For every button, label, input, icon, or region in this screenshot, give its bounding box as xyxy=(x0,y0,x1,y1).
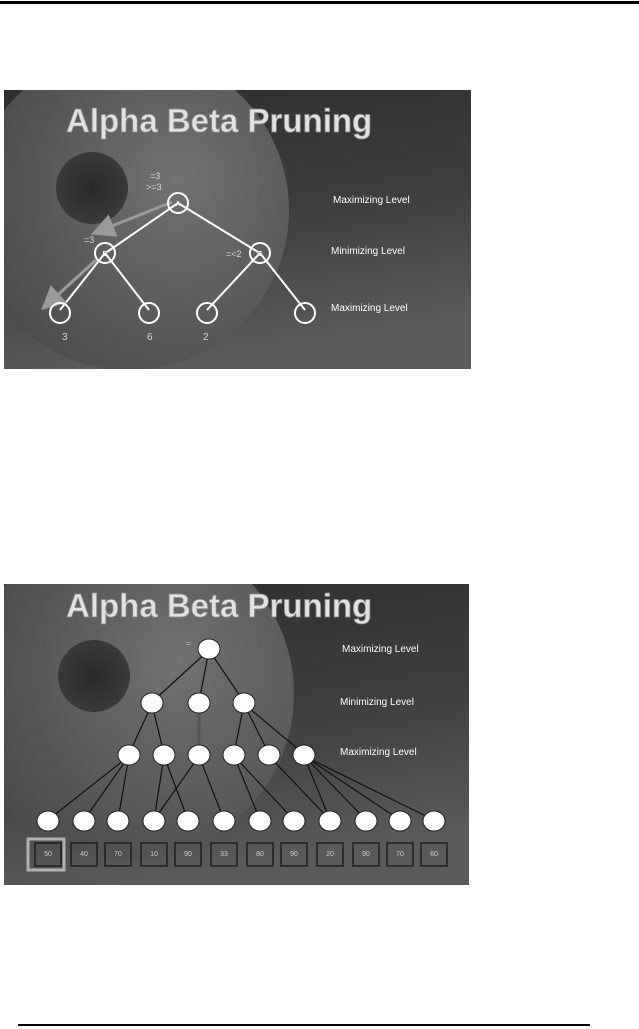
leaf-node xyxy=(423,811,445,831)
leaf-value: 80 xyxy=(256,851,264,858)
node-b-label: B xyxy=(102,251,108,258)
leaf-node xyxy=(319,811,341,831)
level-label-max: Maximizing Level xyxy=(333,195,410,206)
annotation-a-1: =3 xyxy=(150,171,161,181)
max-node xyxy=(293,745,315,765)
leaf-value: 3 xyxy=(62,332,68,343)
min-node xyxy=(188,693,210,713)
level-label-max: Maximizing Level xyxy=(342,644,419,655)
max-node xyxy=(223,745,245,765)
leaf-node xyxy=(107,811,129,831)
leaf-node xyxy=(143,811,165,831)
root-mark: = xyxy=(186,639,191,648)
slide-alpha-beta-2 xyxy=(4,584,469,885)
page-bottom-rule xyxy=(18,1024,590,1026)
slide1-canvas xyxy=(4,90,471,369)
leaf-value: 6 xyxy=(147,332,153,343)
slide2-title: Alpha Beta Pruning xyxy=(66,587,373,624)
leaf-value: 50 xyxy=(44,851,52,858)
level-label-min: Minimizing Level xyxy=(340,697,414,708)
min-node xyxy=(141,693,163,713)
annotation-a-2: >=3 xyxy=(146,182,162,192)
level-label-max: Maximizing Level xyxy=(331,303,408,314)
slide2-canvas xyxy=(4,584,469,885)
slide-alpha-beta-1 xyxy=(4,90,471,369)
max-node xyxy=(258,745,280,765)
leaf-value: 10 xyxy=(150,851,158,858)
leaf-node xyxy=(249,811,271,831)
leaf-node xyxy=(73,811,95,831)
leaf-value: 70 xyxy=(114,851,122,858)
node-a-label: A xyxy=(175,201,181,208)
min-node xyxy=(233,693,255,713)
leaf-node xyxy=(389,811,411,831)
leaf-node xyxy=(355,811,377,831)
leaf-node xyxy=(37,811,59,831)
decor-hole xyxy=(58,640,130,712)
max-node xyxy=(153,745,175,765)
leaf-value: 20 xyxy=(326,851,334,858)
leaf-value: 90 xyxy=(362,851,370,858)
level-label-min: Minimizing Level xyxy=(331,246,405,257)
annotation-c: =<2 xyxy=(226,249,242,259)
leaf-value: 2 xyxy=(203,332,209,343)
leaf-value: 40 xyxy=(80,851,88,858)
leaf-node xyxy=(283,811,305,831)
leaf-value: 90 xyxy=(290,851,298,858)
level-label-max: Maximizing Level xyxy=(340,747,417,758)
slide1-title: Alpha Beta Pruning xyxy=(66,102,373,139)
leaf-value: 33 xyxy=(220,851,228,858)
annotation-b: =3 xyxy=(84,235,95,245)
root-node xyxy=(198,639,220,659)
leaf-value: 90 xyxy=(184,851,192,858)
leaf-value: 60 xyxy=(430,851,438,858)
max-node xyxy=(118,745,140,765)
leaf-node xyxy=(177,811,199,831)
decor-hole xyxy=(56,152,128,224)
node-c-label: C xyxy=(257,251,263,258)
leaf-node xyxy=(213,811,235,831)
leaf-value: 70 xyxy=(396,851,404,858)
max-node xyxy=(188,745,210,765)
page-top-rule xyxy=(0,1,639,4)
